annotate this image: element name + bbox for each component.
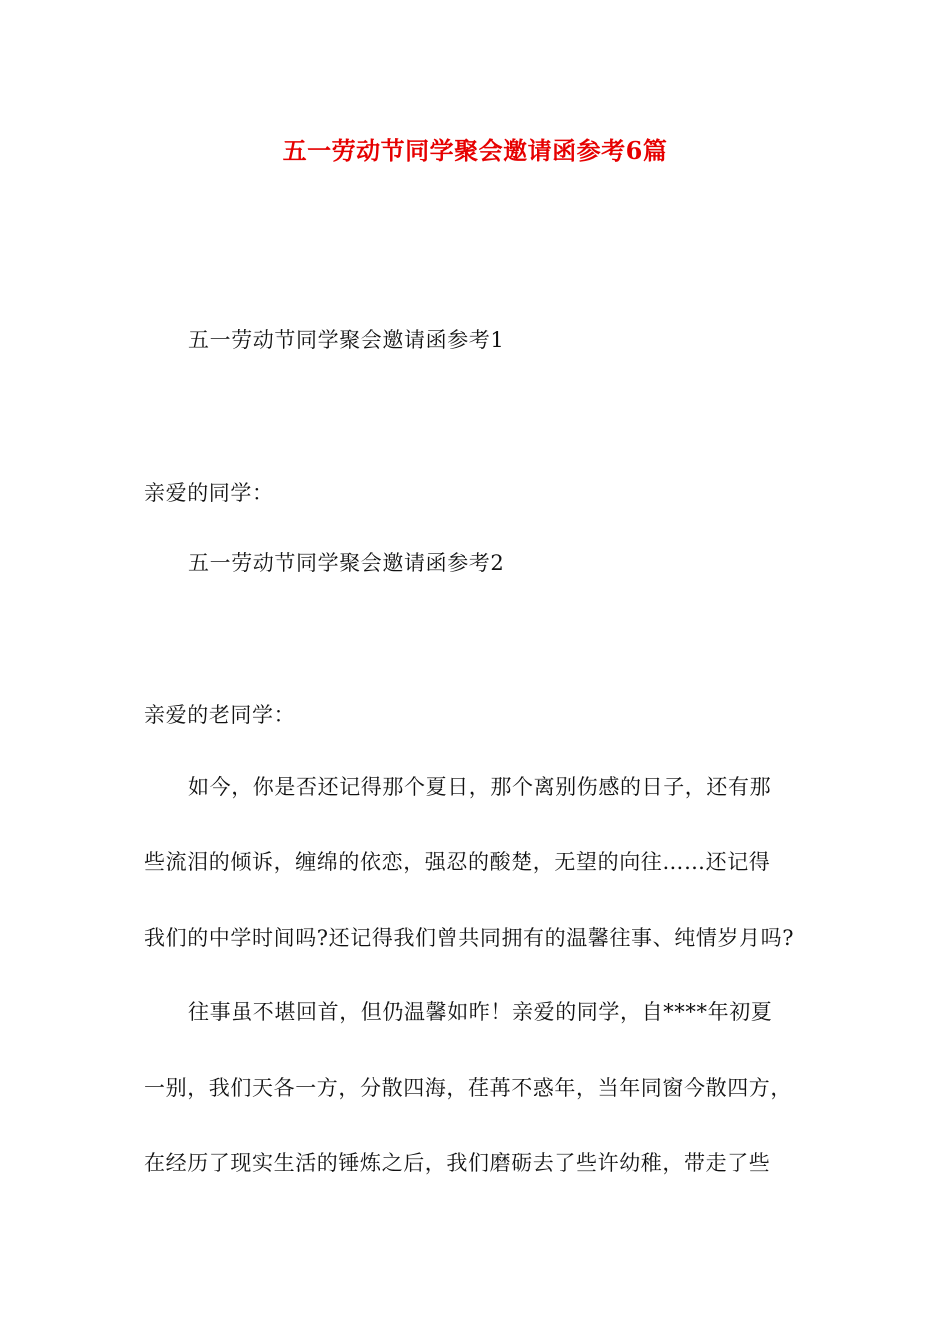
document-title: 五一劳动节同学聚会邀请函参考6篇 <box>282 136 668 165</box>
body-line: 往事虽不堪回首，但仍温馨如昨！亲爱的同学，自****年初夏 <box>188 1000 773 1024</box>
section-heading-2: 五一劳动节同学聚会邀请函参考2 <box>188 551 505 575</box>
body-line: 我们的中学时间吗?还记得我们曾共同拥有的温馨往事、纯情岁月吗? <box>144 926 795 950</box>
salutation-2: 亲爱的老同学： <box>144 703 296 727</box>
salutation-1: 亲爱的同学： <box>144 481 274 505</box>
body-line: 一别，我们天各一方，分散四海，荏苒不惑年，当年同窗今散四方， <box>144 1076 792 1100</box>
body-line: 如今，你是否还记得那个夏日，那个离别伤感的日子，还有那 <box>188 775 772 799</box>
section-heading-1: 五一劳动节同学聚会邀请函参考1 <box>188 328 505 352</box>
body-line: 在经历了现实生活的锤炼之后，我们磨砺去了些许幼稚，带走了些 <box>144 1151 771 1175</box>
body-line: 些流泪的倾诉，缠绵的依恋，强忍的酸楚，无望的向往……还记得 <box>144 850 771 874</box>
